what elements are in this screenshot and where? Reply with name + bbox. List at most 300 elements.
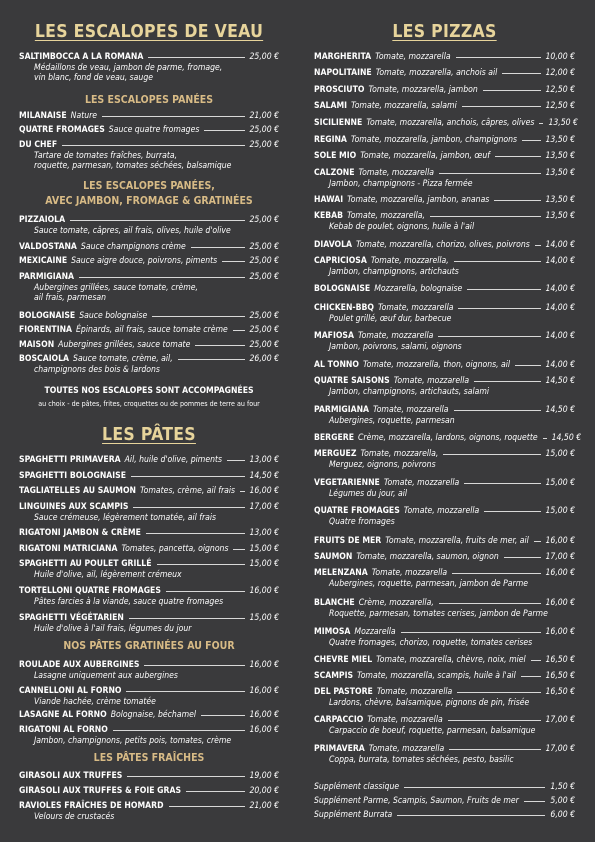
menu-item <box>19 256 279 267</box>
item-name: REGINA <box>314 135 347 145</box>
item-detail: Jambon, champignons - Pizza fermée <box>329 178 473 189</box>
menu-item <box>19 725 279 746</box>
menu-item-line <box>314 715 575 726</box>
leader-line <box>79 277 244 278</box>
menu-item <box>19 486 279 497</box>
item-name: BOLOGNAISE <box>19 311 76 321</box>
leader-line <box>131 476 244 477</box>
item-name: PIZZAIOLA <box>19 215 66 225</box>
item-price: 16,50 € <box>545 655 575 665</box>
menu-item-line <box>314 433 582 444</box>
menu-item <box>19 455 279 466</box>
leader-line <box>144 665 244 666</box>
menu-item <box>19 215 279 236</box>
menu-item-line <box>19 586 279 597</box>
item-detail: Quatre fromages <box>329 516 395 527</box>
leader-line <box>70 220 244 221</box>
subsection-heading: LES ESCALOPES PANÉES, <box>83 180 215 192</box>
item-description: Tomate, mozzarella <box>368 744 445 754</box>
menu-item <box>19 710 279 721</box>
leader-line <box>524 801 546 802</box>
item-detail: Viande hachée, crème tomatée <box>34 696 156 707</box>
item-price: 13,50 € <box>545 151 575 161</box>
item-description: Tomate, mozzarella, chèvre, noix, miel <box>376 655 526 665</box>
menu-item-line <box>19 660 279 671</box>
menu-item <box>314 478 575 499</box>
item-detail: roquette, parmesan, tomates séchées, balsamique <box>34 161 232 172</box>
item-description: Tomate, mozzarella, jambon, œuf <box>360 151 490 161</box>
menu-item-line <box>19 215 279 226</box>
item-price: 25,00 € <box>249 52 279 62</box>
item-name: MARGHERITA <box>314 52 372 62</box>
menu-item <box>314 195 575 206</box>
item-price: 17,00 € <box>249 502 279 512</box>
leader-line <box>439 173 541 174</box>
menu-item-line <box>314 101 575 112</box>
item-description: Tomate, mozzarella, jambon, ananas <box>347 195 490 205</box>
item-name: TAGLIATELLES AU SAUMON <box>19 486 136 496</box>
item-name: QUATRE FROMAGES <box>19 125 105 135</box>
menu-item-line <box>19 325 279 336</box>
pizzas-title: LES PIZZAS <box>392 22 497 42</box>
item-name: LASAGNE AL FORNO <box>19 710 107 720</box>
menu-item <box>19 544 279 555</box>
item-name: BOSCAIOLA <box>19 354 70 364</box>
item-name: MILANAISE <box>19 111 67 121</box>
item-price: 21,00 € <box>249 111 279 121</box>
leader-line <box>102 116 244 117</box>
leader-line <box>456 57 541 58</box>
item-name: NAPOLITAINE <box>314 68 372 78</box>
item-price: 16,00 € <box>545 627 575 637</box>
item-description: Tomate, mozzarella <box>376 687 453 697</box>
item-name: VALDOSTANA <box>19 242 77 252</box>
menu-item <box>314 256 575 277</box>
menu-item-line <box>19 502 279 513</box>
item-price: 19,00 € <box>249 771 279 781</box>
item-name: GIRASOLI AUX TRUFFES <box>19 771 123 781</box>
menu-item <box>19 125 279 136</box>
item-detail: Médaillons de veau, jambon de parme, fromage, <box>34 62 223 73</box>
menu-item-line <box>19 559 279 570</box>
menu-item <box>19 340 279 351</box>
item-price: 15,00 € <box>249 559 279 569</box>
item-price: 13,50 € <box>545 195 575 205</box>
leader-line <box>113 730 245 731</box>
leader-line <box>531 660 541 661</box>
item-name: QUATRE SAISONS <box>314 376 390 386</box>
subsection-heading: NOS PÂTES GRATINÉES AU FOUR <box>63 640 235 652</box>
leader-line <box>543 438 547 439</box>
leader-line <box>404 787 545 788</box>
item-name: CARPACCIO <box>314 715 364 725</box>
item-price: 16,50 € <box>545 687 575 697</box>
item-detail: Jambon, champignons, artichauts, salami <box>329 386 490 397</box>
item-description: Tomate, mozzarella <box>358 168 434 178</box>
item-description: Sauce aigre douce, poivrons, piments <box>71 256 218 266</box>
item-price: 12,50 € <box>545 101 575 111</box>
item-price: 13,50 € <box>545 211 575 221</box>
supplement-line <box>314 796 575 807</box>
leader-line <box>464 483 540 484</box>
menu-item-line <box>314 68 575 79</box>
leader-line <box>483 90 541 91</box>
menu-item-line <box>314 135 575 146</box>
item-price: 13,50 € <box>548 118 578 128</box>
item-description: Tomates, crème, ail frais <box>140 486 236 496</box>
item-price: 16,00 € <box>249 486 279 496</box>
item-price: 14,00 € <box>545 331 575 341</box>
item-price: 15,00 € <box>249 544 279 554</box>
menu-item-line <box>19 125 279 136</box>
item-name: BOLOGNAISE <box>314 284 371 294</box>
item-price: 16,00 € <box>249 725 279 735</box>
item-detail: Quatre fromages, chorizo, roquette, tomates cerises <box>329 637 533 648</box>
leader-line <box>401 632 541 633</box>
menu-item-line <box>19 771 279 782</box>
item-name: SAUMON <box>314 552 353 562</box>
menu-item-line <box>19 256 279 267</box>
menu-item-line <box>19 686 279 697</box>
item-name: SPAGHETTI BOLOGNAISE <box>19 471 127 481</box>
item-description: Épinards, ail frais, sauce tomate crème <box>76 325 228 335</box>
item-detail: Huile d'olive, ail, légèrement crémeux <box>34 569 182 580</box>
item-description: Tomate, mozzarella, anchois, câpres, olives <box>366 118 535 128</box>
item-price: 14,00 € <box>545 240 575 250</box>
menu-item-line <box>314 85 575 96</box>
item-description: Tomate, mozzarella, jambon <box>368 85 478 95</box>
menu-item-line <box>314 478 575 489</box>
leader-line <box>458 308 540 309</box>
menu-item <box>314 360 575 371</box>
leader-line <box>186 791 244 792</box>
item-description: Tomate, mozzarella, thon, oignons, ail <box>362 360 511 370</box>
menu-item <box>19 686 279 707</box>
escalopes-title: LES ESCALOPES DE VEAU <box>34 22 264 42</box>
item-name: PARMIGIANA <box>19 272 75 282</box>
menu-item <box>314 168 575 189</box>
leader-line <box>126 691 244 692</box>
item-name: PRIMAVERA <box>314 744 365 754</box>
menu-item <box>19 111 279 122</box>
item-price: 25,00 € <box>249 325 279 335</box>
menu-item-line <box>19 340 279 351</box>
item-price: 14,50 € <box>545 376 575 386</box>
item-description: Tomate, mozzarella, scampis, huile à l'ail <box>357 671 516 681</box>
item-detail: champignons des bois & lardons <box>34 364 160 375</box>
menu-item-line <box>314 240 575 251</box>
item-price: 16,00 € <box>249 660 279 670</box>
item-name: DIAVOLA <box>314 240 353 250</box>
item-price: 16,00 € <box>249 686 279 696</box>
supplement-name: Supplément classique <box>314 782 400 792</box>
item-name: HAWAI <box>314 195 344 205</box>
menu-item <box>314 687 575 708</box>
menu-item <box>314 568 575 589</box>
supplement-item <box>314 782 575 793</box>
item-detail: Sauce tomate, câpres, ail frais, olives, huile d'olive <box>34 225 231 236</box>
menu-item <box>314 715 575 736</box>
item-name: BLANCHE <box>314 598 355 608</box>
item-detail: Roquette, parmesan, tomates cerises, jambon de Parme <box>329 608 548 619</box>
menu-item <box>314 118 578 129</box>
leader-line <box>515 365 540 366</box>
menu-item <box>19 613 279 634</box>
item-price: 16,00 € <box>249 586 279 596</box>
leader-line <box>430 216 541 217</box>
item-name: CHICKEN-BBQ <box>314 303 375 313</box>
item-description: Sauce champignons crème <box>80 242 186 252</box>
supplement-item <box>314 810 575 821</box>
menu-item <box>19 471 279 482</box>
menu-item-line <box>19 455 279 466</box>
leader-line <box>240 491 244 492</box>
menu-item <box>314 68 575 79</box>
item-detail: ail frais, parmesan <box>34 293 106 304</box>
item-description: Tomate, mozzarella <box>371 568 448 578</box>
menu-item-line <box>19 354 279 365</box>
menu-item <box>19 586 279 607</box>
item-name: SPAGHETTI PRIMAVERA <box>19 455 121 465</box>
item-description: Sauce quatre fromages <box>108 125 200 135</box>
item-name: SPAGHETTI AU POULET GRILLÉ <box>19 559 152 569</box>
menu-item <box>19 272 279 304</box>
leader-line <box>439 603 541 604</box>
item-description: Nature <box>70 111 98 121</box>
item-price: 15,00 € <box>545 478 575 488</box>
item-description: Tomate, mozzarella <box>378 303 454 313</box>
item-detail: Poulet grillé, œuf dur, barbecue <box>329 313 452 324</box>
leader-line <box>504 557 541 558</box>
supplement-price: 1,50 € <box>550 782 575 792</box>
menu-item <box>314 85 575 96</box>
menu-item <box>314 552 575 563</box>
supplement-line <box>314 782 575 793</box>
item-name: PROSCIUTO <box>314 85 365 95</box>
subsection-heading: AVEC JAMBON, FROMAGE & GRATINÉES <box>45 195 253 207</box>
menu-item <box>314 536 575 547</box>
item-price: 25,00 € <box>249 340 279 350</box>
menu-item-line <box>314 331 575 342</box>
item-name: FRUITS DE MER <box>314 536 382 546</box>
menu-item-line <box>314 536 575 547</box>
leader-line <box>146 533 245 534</box>
leader-line <box>157 564 245 565</box>
item-description: Tomate, mozzarella <box>357 331 434 341</box>
menu-item <box>314 506 575 527</box>
menu-item <box>314 433 582 444</box>
item-description: Tomate, mozzarella, saumon, oignon <box>356 552 499 562</box>
menu-item-line <box>314 195 575 206</box>
item-price: 13,50 € <box>545 168 575 178</box>
item-name: MAFIOSA <box>314 331 354 341</box>
item-name: BERGERE <box>314 433 354 443</box>
item-detail: Sauce crémeuse, légèrement tomatée, ail frais <box>34 512 217 523</box>
menu-item-line <box>19 140 279 151</box>
menu-item-line <box>19 52 279 63</box>
item-price: 25,00 € <box>249 140 279 150</box>
leader-line <box>133 507 244 508</box>
leader-line <box>448 720 541 721</box>
leader-line <box>462 106 541 107</box>
item-description: Aubergines grillées, sauce tomate <box>58 340 191 350</box>
item-description: Tomate, mozzarella <box>383 478 460 488</box>
leader-line <box>129 618 245 619</box>
item-price: 20,00 € <box>249 786 279 796</box>
item-detail: vin blanc, fond de veau, sauge <box>34 73 153 84</box>
menu-item <box>19 502 279 523</box>
subsection-heading: LES ESCALOPES PANÉES <box>84 94 214 106</box>
leader-line <box>534 541 541 542</box>
menu-item-line <box>314 687 575 698</box>
item-name: ROULADE AUX AUBERGINES <box>19 660 140 670</box>
item-description: Tomates, pancetta, oignons <box>121 544 229 554</box>
item-name: LINGUINES AUX SCAMPIS <box>19 502 129 512</box>
item-detail: Jambon, poivrons, salami, oignons <box>329 341 462 352</box>
item-price: 16,00 € <box>545 598 575 608</box>
item-price: 21,00 € <box>249 801 279 811</box>
leader-line <box>494 200 540 201</box>
item-name: VEGETARIENNE <box>314 478 380 488</box>
item-price: 17,00 € <box>545 552 575 562</box>
item-detail: Carpaccio de boeuf, roquette, parmesan, balsamique <box>329 725 536 736</box>
leader-line <box>438 336 540 337</box>
item-name: SPAGHETTI VÉGÉTARIEN <box>19 613 124 623</box>
menu-item <box>19 771 279 782</box>
leader-line <box>539 123 543 124</box>
menu-item-line <box>314 151 575 162</box>
item-name: FIORENTINA <box>19 325 73 335</box>
leader-line <box>457 692 540 693</box>
item-price: 25,00 € <box>249 215 279 225</box>
item-price: 15,00 € <box>249 613 279 623</box>
item-price: 14,50 € <box>551 433 582 443</box>
item-detail: Légumes du jour, ail <box>329 488 408 499</box>
menu-item <box>314 52 575 63</box>
leader-line <box>452 573 540 574</box>
item-price: 25,00 € <box>249 125 279 135</box>
menu-item-line <box>19 786 279 797</box>
leader-line <box>443 454 540 455</box>
item-name: MAISON <box>19 340 55 350</box>
supplement-name: Supplément Burrata <box>314 810 393 820</box>
item-name: TORTELLONI QUATRE FROMAGES <box>19 586 161 596</box>
item-name: DEL PASTORE <box>314 687 373 697</box>
item-detail: Jambon, champignons, artichauts <box>329 266 459 277</box>
item-description: Mozzarella, bolognaise <box>374 284 463 294</box>
leader-line <box>467 289 540 290</box>
leader-line <box>397 815 545 816</box>
item-price: 13,00 € <box>249 455 279 465</box>
item-detail: Aubergines, roquette, parmesan, jambon de Parme <box>329 578 528 589</box>
menu-item <box>314 303 575 324</box>
leader-line <box>535 245 541 246</box>
leader-line <box>474 381 540 382</box>
item-name: RIGATONI AL FORNO <box>19 725 108 735</box>
leader-line <box>222 261 244 262</box>
item-name: KEBAB <box>314 211 344 221</box>
item-price: 13,50 € <box>545 135 575 145</box>
menu-item <box>314 376 575 397</box>
item-name: RAVIOLES FRAÎCHES DE HOMARD <box>19 801 164 811</box>
leader-line <box>484 511 540 512</box>
leader-line <box>521 676 541 677</box>
item-name: SOLE MIO <box>314 151 357 161</box>
item-description: Tomate, mozzarella <box>393 376 470 386</box>
menu-item <box>314 151 575 162</box>
menu-item <box>314 135 575 146</box>
leader-line <box>178 359 245 360</box>
leader-line <box>502 73 540 74</box>
item-detail: Aubergines, roquette, parmesan <box>329 415 455 426</box>
menu-item <box>314 744 575 765</box>
item-price: 10,00 € <box>545 52 575 62</box>
menu-item <box>314 405 575 426</box>
menu-item <box>19 801 279 822</box>
menu-item-line <box>314 598 575 609</box>
item-detail: Huile d'olive à l'ail frais, légumes du jour <box>34 623 192 634</box>
menu-item <box>314 240 575 251</box>
item-description: Tomate, mozzarella, <box>360 449 439 459</box>
item-detail: Aubergines grillées, sauce tomate, crème, <box>34 282 199 293</box>
supplement-price: 5,00 € <box>550 796 575 806</box>
menu-item <box>19 325 279 336</box>
item-description: Tomate, mozzarella <box>367 715 443 725</box>
item-price: 14,00 € <box>545 284 575 294</box>
item-description: Tomate, mozzarella <box>373 405 449 415</box>
item-description: Tomate, mozzarella <box>375 52 451 62</box>
menu-item-line <box>19 311 279 322</box>
item-description: Crème, mozzarella, lardons, oignons, roquette <box>358 433 538 443</box>
menu-item-line <box>19 242 279 253</box>
supplement-line <box>314 810 575 821</box>
item-price: 14,50 € <box>249 471 279 481</box>
item-name: RIGATONI JAMBON & CRÈME <box>19 528 141 538</box>
menu-item-line <box>314 284 575 295</box>
item-description: Sauce tomate, crème, ail, <box>73 354 173 364</box>
item-detail: Lasagne uniquement aux aubergines <box>34 670 178 681</box>
item-description: Crème, mozzarella, <box>358 598 434 608</box>
leader-line <box>191 247 245 248</box>
menu-item <box>314 211 575 232</box>
item-description: Mozzarella <box>354 627 396 637</box>
menu-item-line <box>314 52 575 63</box>
item-price: 15,00 € <box>545 449 575 459</box>
menu-item-line <box>19 801 279 812</box>
leader-line <box>522 140 540 141</box>
item-name: PARMIGIANA <box>314 405 370 415</box>
menu-item <box>314 101 575 112</box>
item-name: MEXICAINE <box>19 256 68 266</box>
item-price: 25,00 € <box>249 242 279 252</box>
menu-item <box>314 598 575 619</box>
menu-item-line <box>314 211 575 222</box>
item-name: MELENZANA <box>314 568 368 578</box>
item-name: DU CHEF <box>19 140 58 150</box>
menu-item <box>314 284 575 295</box>
menu-item-line <box>314 671 575 682</box>
item-detail: Velours de crustacés <box>34 811 115 822</box>
item-price: 25,00 € <box>249 256 279 266</box>
leader-line <box>495 156 541 157</box>
menu-item-line <box>19 613 279 624</box>
item-price: 12,50 € <box>545 85 575 95</box>
menu-item <box>19 242 279 253</box>
menu-item <box>19 559 279 580</box>
item-price: 14,00 € <box>545 360 575 370</box>
menu-item-line <box>314 655 575 666</box>
pates-title: LES PÂTES <box>102 425 196 445</box>
